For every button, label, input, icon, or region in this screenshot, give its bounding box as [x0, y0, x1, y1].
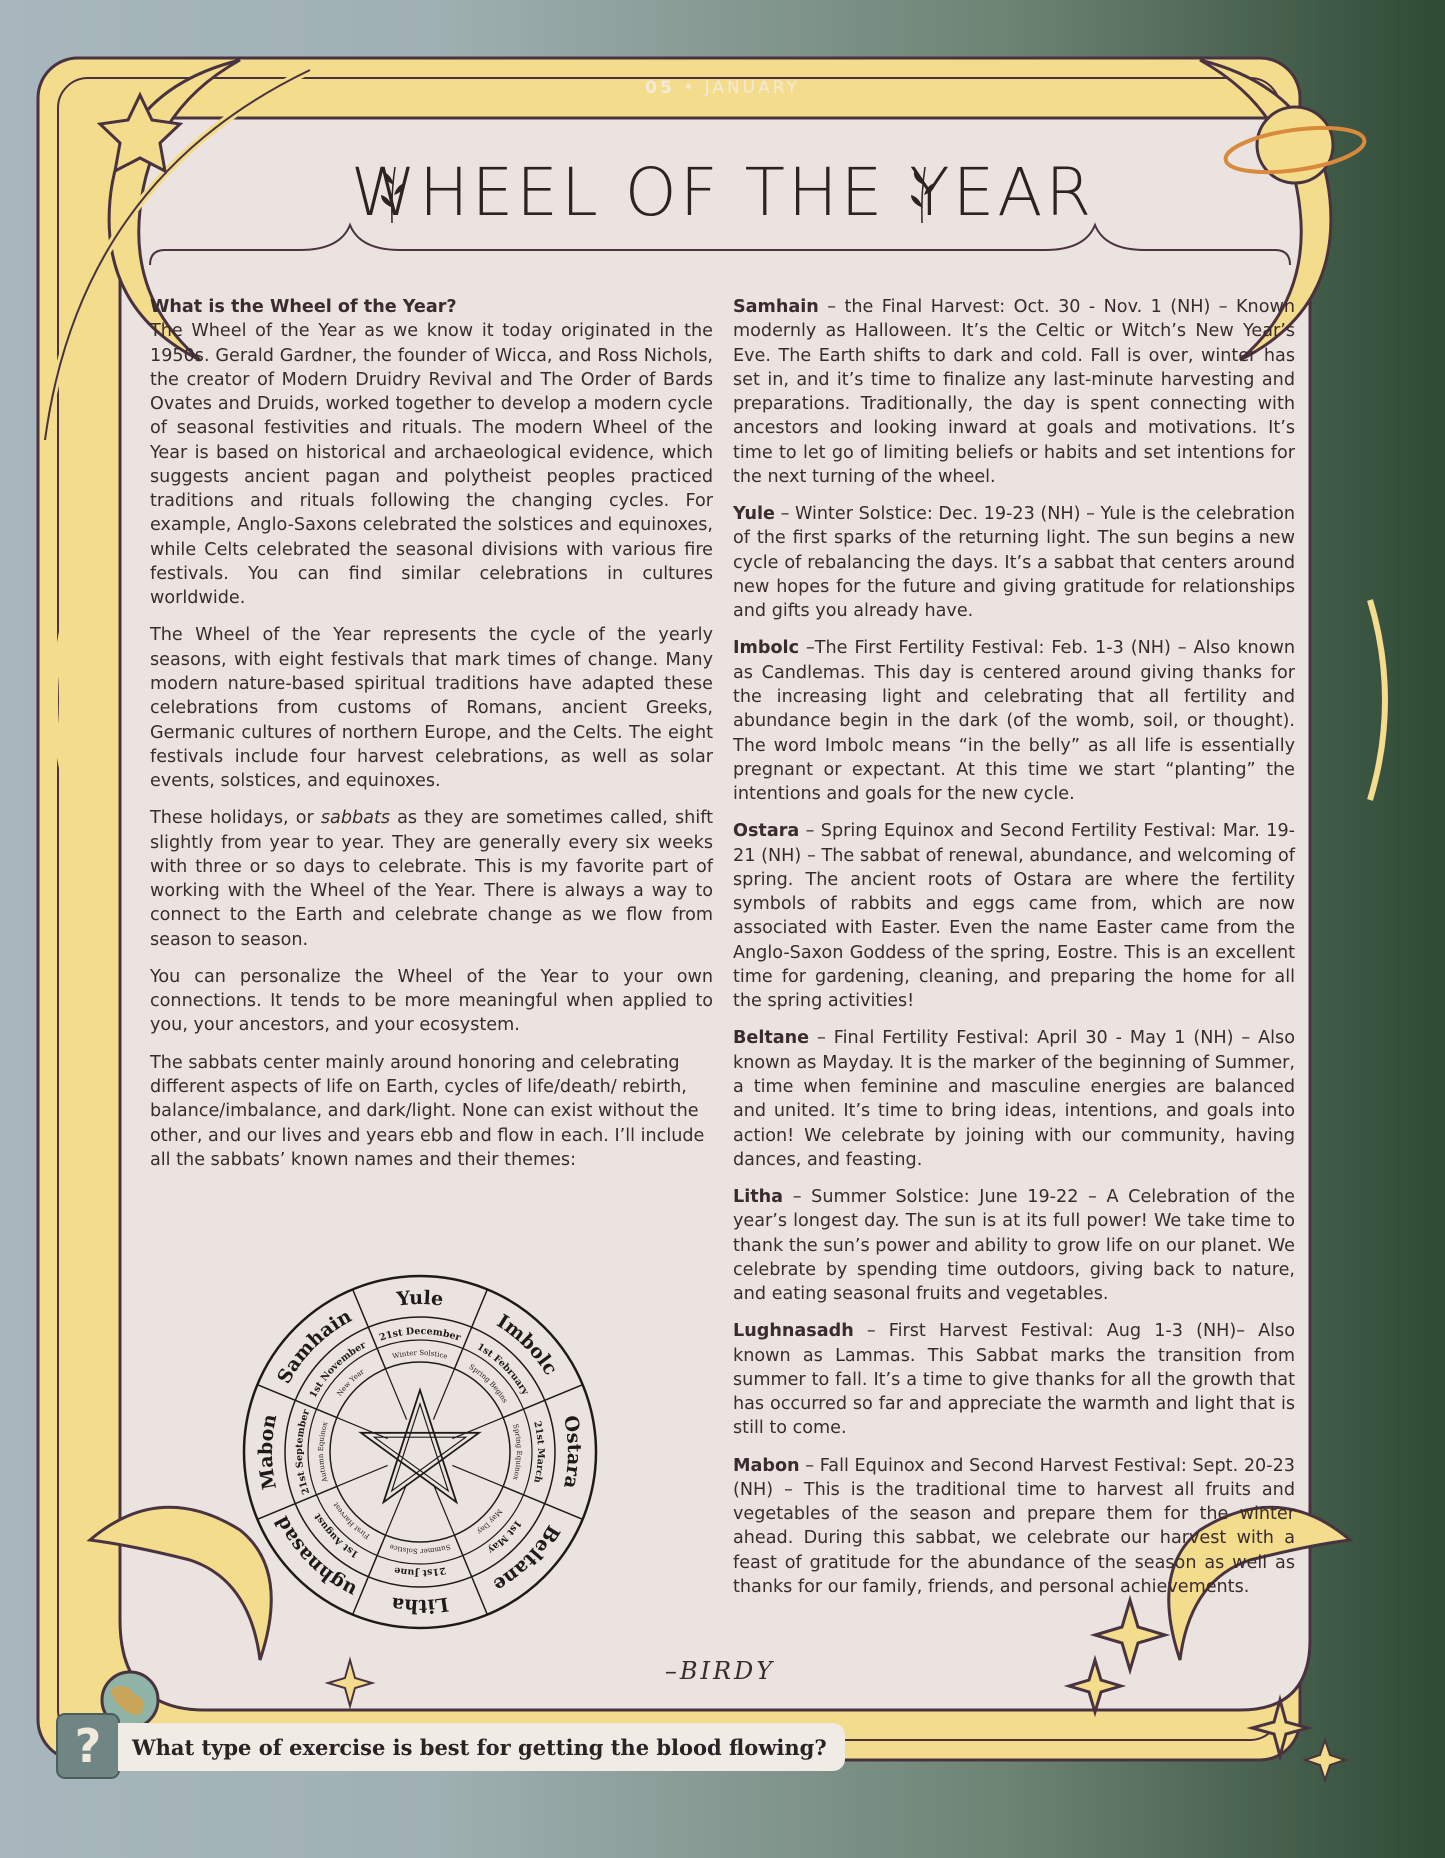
wheel-name-label: Beltane: [489, 1521, 564, 1597]
question-mark: ?: [74, 1719, 102, 1773]
sabbat-description: – First Harvest Festival: Aug 1-3 (NH)– Also known as Lammas. This Sabbat marks the transition from summer to fall. It’s a time to give thanks for all the growth that has occurred so far and appreciate the warmth and light that is still to come.: [733, 1321, 1295, 1439]
sabbat-entry: [733, 295, 1295, 489]
sabbat-description: – Fall Equinox and Second Harvest Festival: Sept. 20-23 (NH) – This is the traditional time to harvest all fruits and vegetables of the season and prepare them for the winter ahead. During this sabbat, we celebrate our harvest with a feast of gratitude for the abundance of the season as well as thanks for our family, friends, and personal achievements.: [733, 1455, 1295, 1598]
sabbat-name: Yule: [733, 504, 775, 525]
sabbat-entry: [733, 636, 1295, 806]
wheel-name-label: Mabon: [254, 1412, 282, 1492]
wheel-spoke: [353, 1535, 386, 1614]
sabbat-name: Litha: [733, 1187, 784, 1208]
sabbat-entry: [733, 1454, 1295, 1600]
wheel-inner-line: [452, 1418, 503, 1439]
wheel-name-label: Ostara: [559, 1413, 586, 1491]
sabbat-description: – the Final Harvest: Oct. 30 - Nov. 1 (NH) – Known modernly as Halloween. It’s the Celtic or Witch’s New Year’s Eve. The Earth shifts to dark and cold. Fall is over, winter has set in, and it’s time to finalize any last-minute harvesting and preparations. Traditionally, the day is spent connecting with ancestors and looking inward at goals and motivations. It’s time to let go of limiting beliefs or habits and set intentions for the next turning of the wheel.: [733, 297, 1295, 487]
wheel-name-label: Litha: [389, 1592, 451, 1618]
signature: –BIRDY: [664, 1657, 776, 1685]
sabbat-entry: [733, 1319, 1295, 1440]
wheel-name-label: Samhain: [273, 1305, 356, 1388]
sabbat-entry: [733, 1185, 1295, 1306]
wheel-name-label: Imbolc: [492, 1310, 562, 1380]
intro-heading: What is the Wheel of the Year?: [150, 297, 457, 317]
wheel-date-label: 21st March: [531, 1420, 547, 1484]
wheel-theme-label: Winter Solstice: [391, 1348, 449, 1361]
wheel-spoke: [257, 1486, 336, 1519]
sabbat-description: –The First Fertility Festival: Feb. 1-3 (NH) – Also known as Candlemas. This day is centered around giving thanks for the increasing light and celebrating that all fertility and abundance begin in the dark (of the womb, soil, or thought). The word Imbolc means “in the belly” as all life is essentially pregnant or expectant. At this time we start “planting” the intentions and goals for the new cycle.: [733, 638, 1295, 805]
wheel-of-year-diagram: [240, 1272, 600, 1632]
wheel-date-label: 1st May: [485, 1517, 524, 1556]
paragraph-personalize: You can personalize the Wheel of the Year to your own connections. It tends to be more meaningful when applied to you, your ancestors, and your ecosystem.: [150, 966, 713, 1036]
wheel-theme-label: May Day: [475, 1507, 504, 1536]
page-title: WHEEL OF THE YEAR: [350, 154, 1095, 231]
paragraph-cycle: The Wheel of the Year represents the cycle of the yearly seasons, with eight festivals that mark times of change. Many modern nature-based spiritual traditions have adapted these celebrations from customs of Romans, ancient Greeks, Germanic cultures of northern Europe, and the Celts. The eight festivals include four harvest celebrations, as well as solar events, solstices, and equinoxes.: [150, 625, 713, 792]
sabbat-name: Imbolc: [733, 638, 800, 659]
wheel-inner-line: [433, 1369, 454, 1420]
paragraph-themes: The sabbats center mainly around honoring and celebrating different aspects of life on Earth, cycles of life/death/ rebirth, balance/imbalance, and dark/light. None can exist without the other, and our lives and years ebb and flow in each. I’ll include all the sabbats’ known names and their themes:: [150, 1052, 705, 1170]
wheel-spoke: [353, 1289, 386, 1368]
wheel-date-label: 21st December: [378, 1325, 462, 1344]
left-column: [150, 295, 713, 1185]
sabbat-entry: [733, 502, 1295, 623]
pentagram-icon: [361, 1390, 479, 1502]
pentagram-inner-icon: [374, 1404, 465, 1491]
wheel-date-label: 1st November: [307, 1339, 368, 1400]
wheel-inner-line: [386, 1369, 407, 1420]
trivia-question: [118, 1723, 845, 1771]
sabbat-description: – Spring Equinox and Second Fertility Festival: Mar. 19-21 (NH) – The sabbat of renewal, abundance, and welcoming of spring. The ancient roots of Ostara are where the fertility symbols of rabbits and eggs came from, which are now associated with Easter. Even the name Easter came from the Anglo-Saxon Goddess of the spring, Eostre. This is an excellent time for gardening, cleaning, and preparing the home for all the spring activities!: [733, 821, 1295, 1012]
wheel-spoke: [454, 1535, 487, 1614]
wheel-theme-label: Autumn Equinox: [316, 1420, 330, 1483]
intro-paragraph: [150, 295, 713, 610]
wheel-date-label: 1st February: [475, 1341, 531, 1397]
wheel-inner-line: [452, 1465, 503, 1486]
wheel-date-label: 1st August: [312, 1511, 361, 1560]
sabbat-entry: [733, 819, 1295, 1013]
wheel-theme-label: Summer Solstice: [388, 1542, 452, 1556]
sabbat-entry: [733, 1026, 1295, 1172]
sabbat-name: Samhain: [733, 297, 819, 317]
wheel-inner-line: [386, 1484, 407, 1535]
page-number: 05: [645, 78, 675, 98]
right-column: [733, 295, 1295, 1612]
wheel-date-label: 21st September: [293, 1408, 313, 1496]
sabbat-description: – Final Fertility Festival: April 30 - May 1 (NH) – Also known as Mayday. It is the marker of the beginning of Summer, a time when feminine and masculine energies are balanced and united. It’s time to bring ideas, intentions, and goals into action! We celebrate by joining with our community, having dances, and feasting.: [733, 1028, 1295, 1170]
paragraph-sabbats: [150, 806, 713, 952]
wheel-theme-label: Spring Equinox: [511, 1423, 524, 1481]
wheel-spoke: [454, 1289, 487, 1368]
sabbat-name: Lughnasadh: [733, 1321, 854, 1342]
text-fragment: These holidays, or: [150, 808, 321, 829]
wheel-spoke: [503, 1385, 582, 1418]
wheel-name-label: ughnasad: [270, 1512, 360, 1602]
sabbat-description: – Summer Solstice: June 19-22 – A Celebration of the year’s longest day. The sun is at its full power! We take time to thank the sun’s power and ability to grow life on our planet. We celebrate by spending time outdoors, giving back to nature, and eating seasonal fruits and vegetables.: [733, 1187, 1295, 1305]
intro-text: The Wheel of the Year as we know it today originated in the 1950s. Gerald Gardner, the founder of Wicca, and Ross Nichols, the creator of Modern Druidry Revival and The Order of Bards Ovates and Druids, worked together to develop a modern cycle of seasonal festivities and rituals. The modern Wheel of the Year is based on historical and archaeological evidence, which suggests ancient pagan and polytheist peoples practiced traditions and rituals following the changing cycles. For example, Anglo-Saxons celebrated the solstices and equinoxes, while Celts celebrated the seasonal divisions with various fire festivals. You can find similar celebrations in cultures worldwide.: [150, 321, 713, 609]
wheel-spoke: [503, 1486, 582, 1519]
wheel-inner-line: [337, 1465, 388, 1486]
page-header: [0, 78, 1445, 98]
question-text: What type of exercise is best for getting the blood flowing?: [132, 1734, 827, 1760]
wheel-inner-line: [433, 1484, 454, 1535]
italic-term: sabbats: [320, 808, 391, 829]
sabbat-name: Beltane: [733, 1028, 810, 1049]
wheel-theme-label: New Year: [335, 1367, 366, 1398]
question-icon: [56, 1713, 120, 1779]
wheel-theme-label: Spring Begins: [467, 1362, 510, 1405]
sabbat-name: Mabon: [733, 1455, 800, 1476]
wheel-inner-line: [337, 1418, 388, 1439]
sabbat-description: – Winter Solstice: Dec. 19-23 (NH) – Yule is the celebration of the first sparks of the returning light. The sun begins a new cycle of rebalancing the days. It’s a sabbat that centers around new hopes for the future and giving gratitude for relationships and gifts you already have.: [733, 504, 1295, 622]
header-separator: •: [683, 78, 697, 98]
text-fragment: as they are sometimes called, shift slightly from year to year. They are generally every six weeks with three or so days to celebrate. This is my favorite part of working with the Wheel of the Year. There is always a way to connect to the Earth and celebrate change as we flow from season to season.: [150, 808, 713, 950]
sabbat-name: Ostara: [733, 821, 800, 842]
header-month: JANUARY: [704, 78, 800, 98]
wheel-name-label: Yule: [395, 1286, 445, 1311]
wheel-theme-label: First Harvest: [331, 1500, 372, 1541]
wheel-spoke: [257, 1385, 336, 1418]
wheel-date-label: 21st June: [393, 1564, 447, 1579]
